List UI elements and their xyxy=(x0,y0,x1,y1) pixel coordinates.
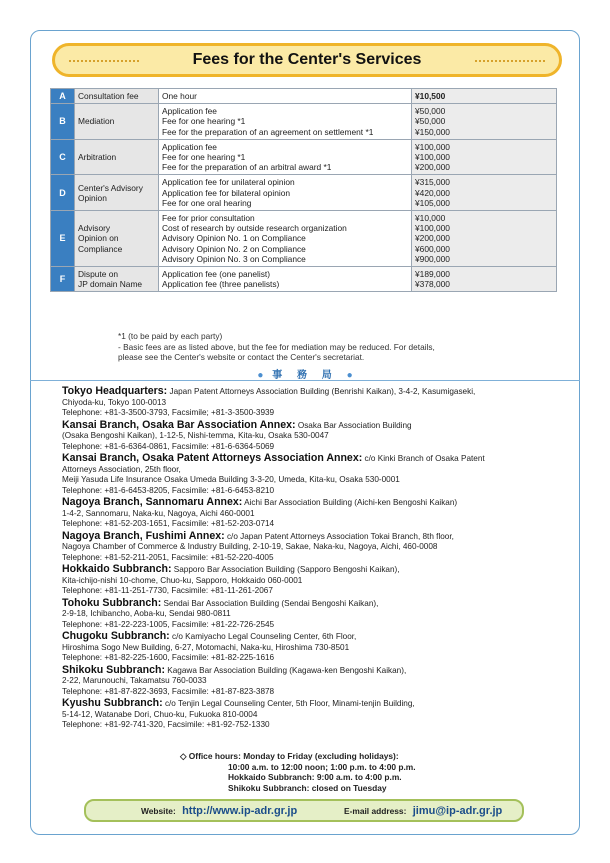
fee-letter: F xyxy=(51,267,75,292)
note-line: - Basic fees are as listed above, but the fee for mediation may be reduced. For details, xyxy=(118,341,435,352)
fee-items xyxy=(159,211,412,267)
office-name: Kansai Branch, Osaka Patent Attorneys Association Annex: xyxy=(62,452,363,464)
fee-amounts-line: ¥10,500 xyxy=(415,91,446,101)
fee-amounts xyxy=(412,211,557,267)
office-line: 1-4-2, Sannomaru, Naka-ku, Nagoya, Aichi 460-0001 xyxy=(62,508,255,518)
office-entry xyxy=(62,598,562,631)
office-line: Telephone: +81-11-251-7730, Facsimile: +81-11-261-2067 xyxy=(62,586,273,595)
office-list xyxy=(62,386,562,732)
fee-service xyxy=(75,139,159,175)
fee-items xyxy=(159,89,412,104)
fee-service xyxy=(75,175,159,211)
fee-items-line: Fee for one hearing *1 xyxy=(162,152,246,163)
fee-row xyxy=(51,175,557,211)
fee-items-line: Fee for the preparation of an arbitral award *1 xyxy=(162,162,332,173)
fee-row xyxy=(51,104,557,140)
fee-amounts-line: ¥50,000 xyxy=(415,116,446,127)
fee-amounts xyxy=(412,139,557,175)
fee-amounts-line: ¥189,000 xyxy=(415,269,450,280)
fee-letter: C xyxy=(51,139,75,175)
fee-amounts-line: ¥100,000 xyxy=(415,141,450,152)
office-name: Nagoya Branch, Sannomaru Annex: xyxy=(62,496,243,508)
fee-items xyxy=(159,267,412,292)
fee-amounts-line: ¥900,000 xyxy=(415,253,450,264)
office-line: Telephone: +81-6-6453-8205, Facsimile: +81-6-6453-8210 xyxy=(62,485,275,495)
office-name: Kyushu Subbranch: xyxy=(62,697,163,709)
fee-letter: E xyxy=(51,211,75,267)
office-entry xyxy=(62,564,562,597)
office-entry xyxy=(62,665,562,698)
note-line: *1 (to be paid by each party) xyxy=(118,331,223,341)
fee-items-line: Application fee for bilateral opinion xyxy=(162,187,291,198)
office-name: Nagoya Branch, Fushimi Annex: xyxy=(62,529,225,542)
fee-items xyxy=(159,139,412,175)
office-line: Meiji Yasuda Life Insurance Osaka Umeda Building 3-3-20, Umeda, Kita-ku, Osaka 530-0001 xyxy=(62,475,400,484)
fee-row xyxy=(51,89,557,104)
office-hours-line: 10:00 a.m. to 12:00 noon; 1:00 p.m. to 4:00 p.m. xyxy=(228,761,416,772)
fee-items-line: Fee for one hearing *1 xyxy=(162,116,246,127)
office-name: Tohoku Subbranch: xyxy=(62,596,162,609)
fee-service-line: Opinion xyxy=(78,192,107,203)
office-hours-line: Shikoku Subbranch: closed on Tuesday xyxy=(228,782,387,793)
office-line: Telephone: +81-82-225-1600, Facsimile: +81-82-225-1616 xyxy=(62,653,275,662)
office-line: Nagoya Chamber of Commerce & Industry Building, 2-10-19, Sakae, Naka-ku, Nagoya, Aichi, 460-0008 xyxy=(62,542,438,551)
office-line: Sendai Bar Association Building (Sendai Bengoshi Kaikan), xyxy=(163,598,379,608)
fee-amounts xyxy=(412,104,557,140)
website xyxy=(141,805,297,817)
fee-items-line: Fee for prior consultation xyxy=(162,213,255,224)
office-entry xyxy=(62,631,562,664)
fee-service-line: JP domain Name xyxy=(78,279,143,290)
office-line: Telephone: +81-52-211-2051, Facsimile: +81-52-220-4005 xyxy=(62,552,274,562)
fee-row xyxy=(51,267,557,292)
fee-items-line: Advisory Opinion No. 2 on Compliance xyxy=(162,243,306,254)
office-name: Shikoku Subbranch: xyxy=(62,663,166,676)
fee-amounts xyxy=(412,175,557,211)
office-heading xyxy=(0,366,610,381)
website-link[interactable]: http://www.ip-adr.gr.jp xyxy=(182,805,298,817)
fee-service-line: Opinion on xyxy=(78,233,119,244)
office-name: Tokyo Headquarters: xyxy=(62,385,168,397)
section-divider xyxy=(30,380,580,381)
office-line: Chiyoda-ku, Tokyo 100-0013 xyxy=(62,397,167,407)
office-line: Sapporo Bar Association Building (Sapporo Bengoshi Kaikan), xyxy=(173,565,400,574)
office-entry xyxy=(62,497,562,530)
fee-service-line: Arbitration xyxy=(78,152,117,163)
office-line: c/o Kamiyacho Legal Counseling Center, 6th Floor, xyxy=(171,632,357,641)
office-line: 2-9-18, Ichibancho, Aoba-ku, Sendai 980-0811 xyxy=(62,609,231,618)
fee-service-line: Mediation xyxy=(78,116,115,127)
fee-amounts-line: ¥420,000 xyxy=(415,187,450,198)
office-name: Hokkaido Subbranch: xyxy=(62,563,172,575)
fee-amounts-line: ¥315,000 xyxy=(415,177,450,188)
fee-letter: A xyxy=(51,89,75,104)
office-entry xyxy=(62,386,562,419)
office-hours-heading: ◇ Office hours: Monday to Friday (excluding holidays): xyxy=(180,751,399,761)
office-line: Telephone: +81-6-6364-0861, Facsimile: +81-6-6364-5069 xyxy=(62,441,275,451)
fee-service-line: Dispute on xyxy=(78,269,119,280)
fee-service-line: Consultation fee xyxy=(78,91,139,101)
fee-service xyxy=(75,211,159,267)
fee-amounts-line: ¥200,000 xyxy=(415,162,450,173)
office-line: Telephone: +81-52-203-1651, Facsimile: +81-52-203-0714 xyxy=(62,519,275,528)
fee-amounts-line: ¥200,000 xyxy=(415,233,450,244)
fee-items-line: Advisory Opinion No. 1 on Compliance xyxy=(162,233,306,244)
office-line: Telephone: +81-3-3500-3793, Facsimile; +81-3-3500-3939 xyxy=(62,408,275,417)
office-entry xyxy=(62,453,562,496)
bullet-icon: ● xyxy=(346,370,353,381)
office-entry xyxy=(62,698,562,731)
office-hours xyxy=(180,751,416,793)
fee-amounts-line: ¥378,000 xyxy=(415,279,450,290)
office-line: Hiroshima Sogo New Building, 6-27, Motomachi, Naka-ku, Hiroshima 730-8501 xyxy=(62,642,350,652)
page-title: Fees for the Center's Services xyxy=(192,51,422,68)
title-banner xyxy=(52,43,562,77)
note-line: please see the Center's website or contact the Center's secretariat. xyxy=(118,352,365,362)
office-line: (Osaka Bengoshi Kaikan), 1-12-5, Nishi-temma, Kita-ku, Osaka 530-0047 xyxy=(62,431,329,440)
dotted-rule-right xyxy=(475,60,545,62)
office-line: c/o Kinki Branch of Osaka Patent xyxy=(364,454,485,463)
office-line: Kagawa Bar Association Building (Kagawa-ken Bengoshi Kaikan), xyxy=(167,665,407,675)
office-line: 2-22, Marunouchi, Takamatsu 760-0033 xyxy=(62,676,207,685)
fee-amounts-line: ¥50,000 xyxy=(415,106,446,117)
email xyxy=(344,805,502,817)
fee-amounts xyxy=(412,89,557,104)
website-label: Website: xyxy=(141,806,176,816)
fee-items-line: Fee for the preparation of an agreement on settlement *1 xyxy=(162,126,374,137)
fee-items-line: Application fee for unilateral opinion xyxy=(162,177,295,188)
fee-service-line: Compliance xyxy=(78,243,123,254)
office-line: Aichi Bar Association Building (Aichi-ken Bengoshi Kaikan) xyxy=(244,498,458,507)
fee-row xyxy=(51,211,557,267)
fee-amounts-line: ¥600,000 xyxy=(415,243,450,254)
office-line: c/o Japan Patent Attorneys Association Tokai Branch, 8th floor, xyxy=(226,531,454,541)
fee-letter: B xyxy=(51,104,75,140)
fee-service xyxy=(75,267,159,292)
fee-service xyxy=(75,104,159,140)
office-name: Kansai Branch, Osaka Bar Association Annex: xyxy=(62,418,296,431)
fee-notes xyxy=(118,331,435,363)
office-entry xyxy=(62,420,562,453)
office-line: Attorneys Association, 25th floor, xyxy=(62,464,181,474)
fee-amounts-line: ¥100,000 xyxy=(415,223,450,234)
fee-amounts-line: ¥10,000 xyxy=(415,213,446,224)
bullet-icon: ● xyxy=(257,370,264,381)
fee-items-line: Advisory Opinion No. 3 on Compliance xyxy=(162,253,306,264)
fee-amounts-line: ¥150,000 xyxy=(415,126,450,137)
fee-service xyxy=(75,89,159,104)
fee-letter: D xyxy=(51,175,75,211)
fee-service-line: Advisory xyxy=(78,223,111,234)
fee-items xyxy=(159,175,412,211)
fee-items-line: Application fee xyxy=(162,141,217,152)
office-line: Telephone: +81-87-822-3693, Facsimile: +81-87-823-3878 xyxy=(62,686,275,696)
email-link[interactable]: jimu@ip-adr.gr.jp xyxy=(412,805,503,817)
fee-amounts xyxy=(412,267,557,292)
office-line: c/o Tenjin Legal Counseling Center, 5th Floor, Minami-tenjin Building, xyxy=(164,699,415,708)
office-line: 5-14-12, Watanabe Dori, Chuo-ku, Fukuoka 810-0004 xyxy=(62,709,258,719)
contact-bar xyxy=(84,799,524,822)
fee-items-line: One hour xyxy=(162,91,197,101)
fee-items xyxy=(159,104,412,140)
fee-row xyxy=(51,139,557,175)
office-entry xyxy=(62,531,562,564)
office-line: Kita-ichijo-nishi 10-chome, Chuo-ku, Sapporo, Hokkaido 060-0001 xyxy=(62,575,303,585)
fee-items-line: Application fee (one panelist) xyxy=(162,269,271,280)
fee-table xyxy=(50,88,557,292)
office-line: Japan Patent Attorneys Association Building (Benrishi Kaikan), 3-4-2, Kasumigaseki, xyxy=(169,387,476,396)
office-line: Telephone: +81-22-223-1005, Facsimile: +81-22-726-2545 xyxy=(62,619,275,629)
office-line: Telephone: +81-92-741-320, Facsimile: +81-92-752-1330 xyxy=(62,720,270,729)
office-name: Chugoku Subbranch: xyxy=(62,630,170,642)
office-hours-line: Hokkaido Subbranch: 9:00 a.m. to 4:00 p.m. xyxy=(228,772,402,782)
fee-service-line: Center's Advisory xyxy=(78,182,143,193)
office-line: Osaka Bar Association Building xyxy=(297,420,412,430)
fee-items-line: Application fee xyxy=(162,106,217,117)
email-label: E-mail address: xyxy=(344,806,407,816)
fee-items-line: Application fee (three panelists) xyxy=(162,279,280,290)
fee-amounts-line: ¥100,000 xyxy=(415,152,450,163)
fee-items-line: Fee for one oral hearing xyxy=(162,197,252,208)
fee-amounts-line: ¥105,000 xyxy=(415,197,450,208)
fee-items-line: Cost of research by outside research organization xyxy=(162,223,347,234)
office-heading-text: 事 務 局 xyxy=(272,370,338,381)
